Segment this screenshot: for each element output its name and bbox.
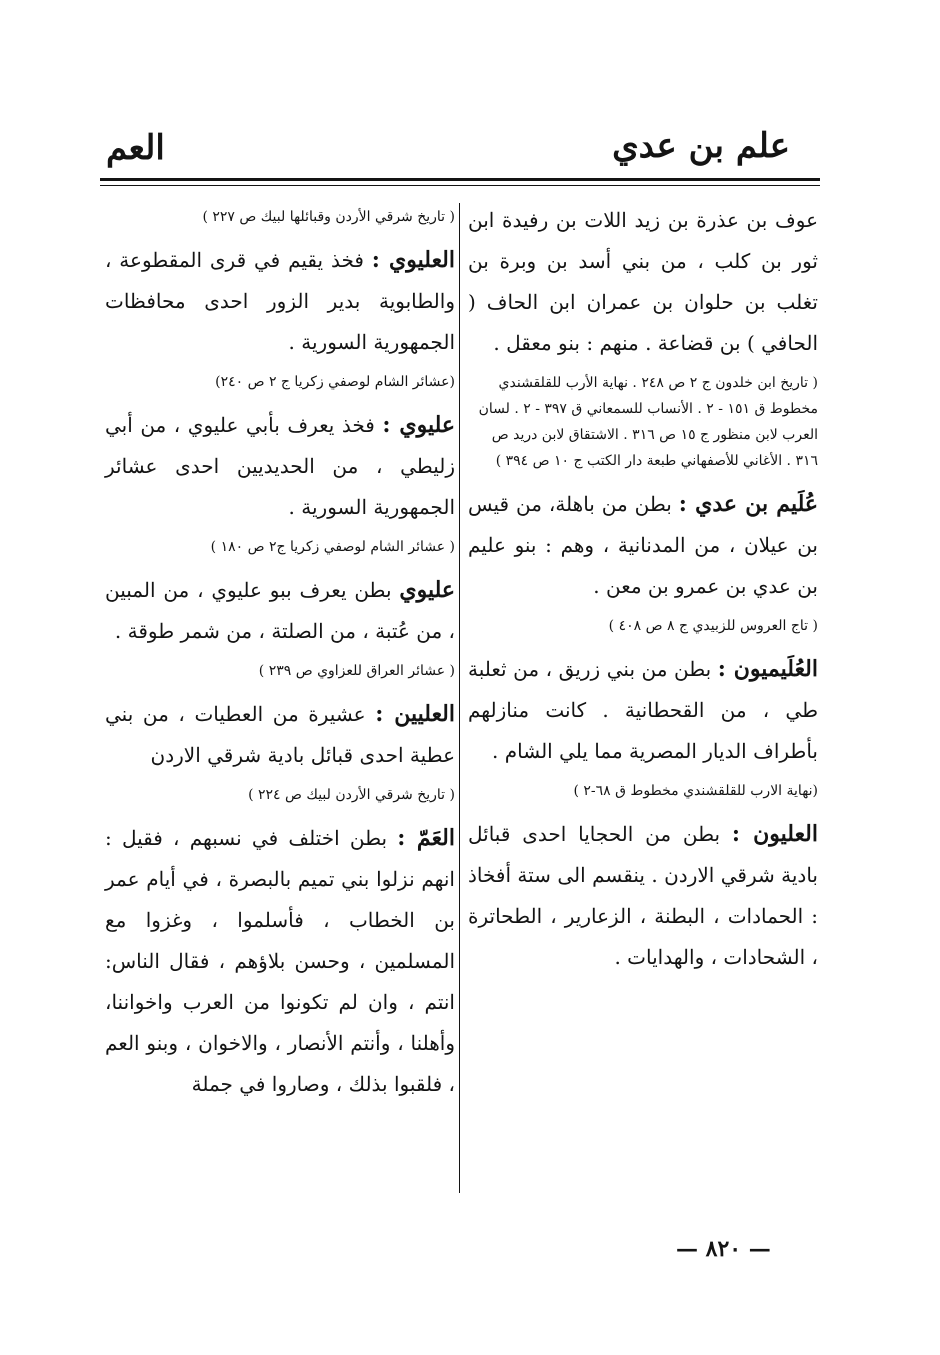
dictionary-entry <box>105 818 455 1105</box>
citation: ( تاج العروس للزبيدي ج ٨ ص ٤٠٨ ) <box>608 618 818 634</box>
dictionary-entry <box>468 484 818 607</box>
body-text: عوف بن عذرة بن زيد اللات بن رفيدة ابن ثور بن كلب ، من بني أسد بن وبرة بن تغلب بن حلوان بن عمران ابن الحاف ( الحافي ) بن قضاعة . منهم : بنو معقل . <box>468 208 818 355</box>
citation: ( تاريخ شرقي الأردن لبيك ص ٢٢٤ ) <box>248 787 455 803</box>
entry-headword: العَمّ : <box>397 825 455 851</box>
dictionary-entry <box>105 240 455 363</box>
entry-headword: العُلَيميون : <box>717 656 818 682</box>
entry-text: بطن من باهلة، من قيس بن عيلان ، من المدنانية ، وهم : بنو عليم بن عدي بن عمرو بن معن . <box>468 492 818 598</box>
running-head-left: العم <box>106 128 165 168</box>
dictionary-entry <box>105 694 455 776</box>
entry-text: بطن من الحجايا احدى قبائل بادية شرقي الاردن . ينقسم الى ستة أفخاذ : الحمادات ، البطنة ، الزعارير ، الطحاترة ، الشحادات ، والهدايات . <box>468 822 818 969</box>
right-column <box>468 200 818 984</box>
entry-headword: العليون : <box>731 821 818 847</box>
dictionary-entry <box>105 570 455 652</box>
entry-headword: العليوي : <box>371 247 455 273</box>
citation: ( تاريخ ابن خلدون ج ٢ ص ٢٤٨ . نهاية الأرب للقلقشندي مخطوط ق ١٥١ - ٢ . الأنساب للسمعاني ق ٣٩٧ - ٢ . لسان العرب لابن منظور ج ١٥ ص ٣١٦ . الاشتقاق لابن دريد ص ٣١٦ . الأغاني للأصفهاني طبعة دار الكتب ج ١٠ ص ٣٩٤ ) <box>478 375 818 469</box>
entry-text: بطن من بني زريق ، من ثعلبة طي ، من القحطانية . كانت منازلهم بأطراف الديار المصرية مما يلي الشام . <box>468 657 818 763</box>
dictionary-entry <box>105 405 455 528</box>
entry-headword: عليوي <box>399 577 455 603</box>
header-rule <box>100 178 820 181</box>
entry-text: فخذ يعرف بأبي عليوي ، من أبي زليطي ، من الحديديين احدى عشائر الجمهورية السورية . <box>105 413 455 519</box>
dictionary-entry <box>468 814 818 978</box>
left-column <box>105 200 455 1111</box>
dictionary-entry <box>468 649 818 772</box>
running-head-right: علم بن عدي <box>612 126 790 166</box>
column-divider <box>459 203 460 1193</box>
entry-text: بطن اختلف في نسبهم ، فقيل : انهم نزلوا بني تميم بالبصرة ، في أيام عمر بن الخطاب ، فأسلموا ، وغزوا مع المسلمين ، وحسن بلاؤهم ، فقال الناس: انتم ، وان لم تكونوا من العرب واخواننا، وأهلنا ، وأنتم الأنصار ، والاخوان ، وبنو العم ، فلقبوا بذلك ، وصاروا في جملة <box>105 826 455 1096</box>
page-number: — ٨٢٠ — <box>676 1236 771 1262</box>
entry-headword: العليين : <box>375 701 455 727</box>
entry-headword: عليوي : <box>382 412 455 438</box>
citation: ( عشائر الشام لوصفي زكريا ج٢ ص ١٨٠ ) <box>210 539 455 555</box>
citation: (نهاية الارب للقلقشندي مخطوط ق ٦٨-٢ ) <box>573 783 818 799</box>
entry-text: عشيرة من العطيات ، من بني عطية احدى قبائل بادية شرقي الاردن <box>105 702 455 767</box>
entry-text: بطن يعرف ببو عليوي ، من المبين ، من عُتبة ، من الصلتة ، من شمر طوقة . <box>105 578 455 643</box>
citation: ( عشائر العراق للعزاوي ص ٢٣٩ ) <box>258 663 455 679</box>
entry-headword: عُلَيم بن عدي : <box>678 491 818 517</box>
header-rule-thin <box>100 185 820 186</box>
citation: ( تاريخ شرقي الأردن وقبائلها لبيك ص ٢٢٧ ) <box>202 209 455 225</box>
citation: (عشائر الشام لوصفي زكريا ج ٢ ص ٢٤٠) <box>215 374 455 390</box>
entry-text: فخذ يقيم في قرى المقطوعة ، والطابوية بدير الزور احدى محافظات الجمهورية السورية . <box>105 248 455 354</box>
